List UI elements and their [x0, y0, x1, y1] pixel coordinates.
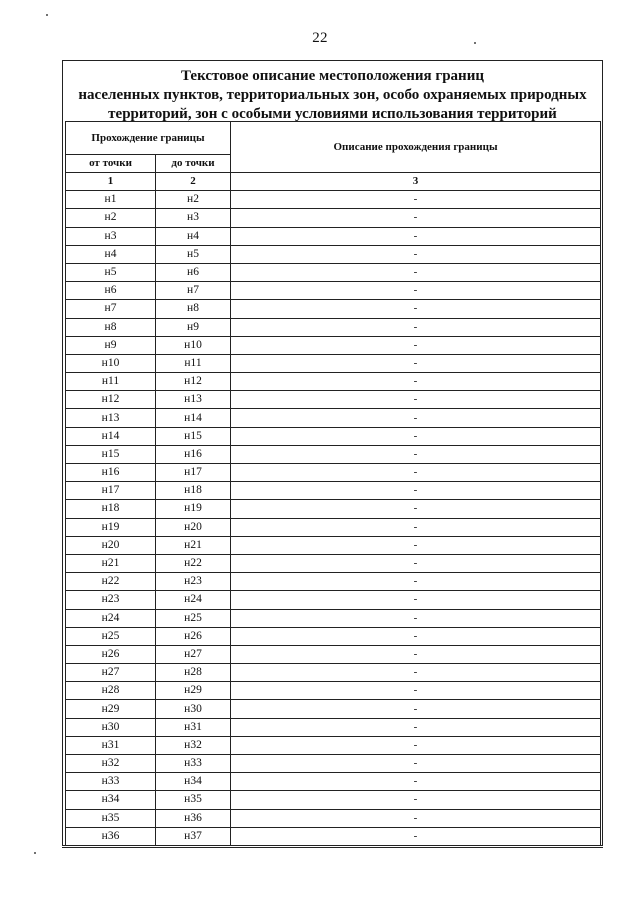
- cell-description: -: [231, 591, 601, 609]
- table-row: [66, 282, 601, 300]
- header-to-point: до точки: [156, 155, 231, 173]
- table-row: [66, 409, 601, 427]
- cell-description: -: [231, 227, 601, 245]
- document-title: [63, 67, 602, 124]
- cell-description: -: [231, 354, 601, 372]
- cell-description: -: [231, 627, 601, 645]
- cell-from-point: н5: [66, 263, 156, 281]
- cell-description: -: [231, 209, 601, 227]
- table-row: [66, 755, 601, 773]
- table-row: [66, 227, 601, 245]
- cell-to-point: н37: [156, 827, 231, 845]
- table-row: [66, 645, 601, 663]
- cell-from-point: н19: [66, 518, 156, 536]
- cell-description: -: [231, 573, 601, 591]
- cell-description: -: [231, 736, 601, 754]
- boundary-table: [65, 121, 601, 846]
- table-row: [66, 445, 601, 463]
- cell-to-point: н34: [156, 773, 231, 791]
- cell-to-point: н14: [156, 409, 231, 427]
- cell-from-point: н12: [66, 391, 156, 409]
- cell-to-point: н6: [156, 263, 231, 281]
- cell-description: -: [231, 500, 601, 518]
- cell-to-point: н5: [156, 245, 231, 263]
- cell-from-point: н6: [66, 282, 156, 300]
- cell-description: -: [231, 755, 601, 773]
- table-row: [66, 791, 601, 809]
- page-number: 22: [312, 30, 328, 46]
- column-number: 2: [156, 173, 231, 191]
- header-boundary-passage: Прохождение границы: [66, 122, 231, 155]
- cell-to-point: н18: [156, 482, 231, 500]
- cell-to-point: н17: [156, 464, 231, 482]
- column-number: 3: [231, 173, 601, 191]
- header-row: [66, 122, 601, 155]
- cell-description: -: [231, 263, 601, 281]
- table-row: [66, 354, 601, 372]
- table-row: [66, 318, 601, 336]
- cell-from-point: н21: [66, 554, 156, 572]
- cell-to-point: н33: [156, 755, 231, 773]
- table-row: [66, 300, 601, 318]
- cell-from-point: н26: [66, 645, 156, 663]
- cell-description: -: [231, 554, 601, 572]
- cell-description: -: [231, 300, 601, 318]
- cell-from-point: н14: [66, 427, 156, 445]
- table-row: [66, 464, 601, 482]
- cell-from-point: н30: [66, 718, 156, 736]
- table-row: [66, 263, 601, 281]
- cell-from-point: н8: [66, 318, 156, 336]
- cell-from-point: н20: [66, 536, 156, 554]
- table-row: [66, 664, 601, 682]
- cell-description: -: [231, 718, 601, 736]
- header-boundary-description: Описание прохождения границы: [231, 122, 601, 173]
- cell-description: -: [231, 700, 601, 718]
- cell-to-point: н24: [156, 591, 231, 609]
- cell-from-point: н25: [66, 627, 156, 645]
- cell-from-point: н29: [66, 700, 156, 718]
- cell-from-point: н27: [66, 664, 156, 682]
- table-row: [66, 373, 601, 391]
- cell-description: -: [231, 791, 601, 809]
- cell-to-point: н23: [156, 573, 231, 591]
- cell-description: -: [231, 464, 601, 482]
- cell-description: -: [231, 827, 601, 845]
- table-row: [66, 591, 601, 609]
- cell-from-point: н33: [66, 773, 156, 791]
- cell-to-point: н10: [156, 336, 231, 354]
- table-body: [66, 191, 601, 846]
- cell-to-point: н20: [156, 518, 231, 536]
- cell-to-point: н2: [156, 191, 231, 209]
- document-frame: [62, 60, 603, 846]
- table-row: [66, 609, 601, 627]
- cell-to-point: н8: [156, 300, 231, 318]
- cell-to-point: н25: [156, 609, 231, 627]
- cell-to-point: н16: [156, 445, 231, 463]
- cell-to-point: н30: [156, 700, 231, 718]
- cell-description: -: [231, 645, 601, 663]
- cell-to-point: н11: [156, 354, 231, 372]
- cell-description: -: [231, 682, 601, 700]
- cell-description: -: [231, 245, 601, 263]
- table-row: [66, 682, 601, 700]
- cell-from-point: н2: [66, 209, 156, 227]
- title-line: территорий, зон с особыми условиями использования территорий: [108, 106, 557, 122]
- cell-description: -: [231, 373, 601, 391]
- cell-description: -: [231, 445, 601, 463]
- cell-to-point: н22: [156, 554, 231, 572]
- cell-description: -: [231, 409, 601, 427]
- table-row: [66, 700, 601, 718]
- cell-from-point: н23: [66, 591, 156, 609]
- cell-description: -: [231, 191, 601, 209]
- table-row: [66, 500, 601, 518]
- cell-to-point: н32: [156, 736, 231, 754]
- cell-description: -: [231, 536, 601, 554]
- cell-from-point: н18: [66, 500, 156, 518]
- cell-description: -: [231, 427, 601, 445]
- table-row: [66, 536, 601, 554]
- table-row: [66, 554, 601, 572]
- table-row: [66, 336, 601, 354]
- table-row: [66, 827, 601, 845]
- cell-from-point: н35: [66, 809, 156, 827]
- table-row: [66, 391, 601, 409]
- cell-description: -: [231, 282, 601, 300]
- cell-from-point: н32: [66, 755, 156, 773]
- cell-description: -: [231, 773, 601, 791]
- cell-from-point: н3: [66, 227, 156, 245]
- table-row: [66, 191, 601, 209]
- cell-to-point: н7: [156, 282, 231, 300]
- table-row: [66, 209, 601, 227]
- cell-from-point: н11: [66, 373, 156, 391]
- cell-to-point: н15: [156, 427, 231, 445]
- cell-to-point: н12: [156, 373, 231, 391]
- column-number: 1: [66, 173, 156, 191]
- cell-description: -: [231, 318, 601, 336]
- table-row: [66, 736, 601, 754]
- table-row: [66, 809, 601, 827]
- cell-from-point: н4: [66, 245, 156, 263]
- title-line: населенных пунктов, территориальных зон, особо охраняемых природных: [78, 87, 587, 103]
- table-row: [66, 718, 601, 736]
- title-line: Текстовое описание местоположения границ: [181, 68, 484, 84]
- cell-from-point: н7: [66, 300, 156, 318]
- table-row: [66, 482, 601, 500]
- table-row: [66, 773, 601, 791]
- column-number-row: [66, 173, 601, 191]
- cell-description: -: [231, 336, 601, 354]
- cell-from-point: н34: [66, 791, 156, 809]
- cell-to-point: н13: [156, 391, 231, 409]
- header-from-point: от точки: [66, 155, 156, 173]
- table-row: [66, 245, 601, 263]
- table-row: [66, 427, 601, 445]
- cell-to-point: н3: [156, 209, 231, 227]
- cell-to-point: н28: [156, 664, 231, 682]
- cell-description: -: [231, 664, 601, 682]
- cell-from-point: н1: [66, 191, 156, 209]
- cell-to-point: н4: [156, 227, 231, 245]
- cell-from-point: н13: [66, 409, 156, 427]
- cell-to-point: н29: [156, 682, 231, 700]
- cell-from-point: н28: [66, 682, 156, 700]
- cell-from-point: н31: [66, 736, 156, 754]
- cell-from-point: н15: [66, 445, 156, 463]
- cell-to-point: н27: [156, 645, 231, 663]
- cell-from-point: н9: [66, 336, 156, 354]
- table-row: [66, 573, 601, 591]
- cell-from-point: н22: [66, 573, 156, 591]
- cell-to-point: н36: [156, 809, 231, 827]
- cell-description: -: [231, 482, 601, 500]
- scan-speck: [34, 852, 36, 854]
- cell-description: -: [231, 518, 601, 536]
- cell-description: -: [231, 809, 601, 827]
- scan-speck: [46, 14, 48, 16]
- cell-description: -: [231, 609, 601, 627]
- cell-from-point: н36: [66, 827, 156, 845]
- cell-from-point: н16: [66, 464, 156, 482]
- cell-to-point: н9: [156, 318, 231, 336]
- table-row: [66, 518, 601, 536]
- cell-to-point: н31: [156, 718, 231, 736]
- frame-double-line: [62, 847, 603, 850]
- cell-to-point: н35: [156, 791, 231, 809]
- cell-to-point: н26: [156, 627, 231, 645]
- cell-to-point: н21: [156, 536, 231, 554]
- cell-description: -: [231, 391, 601, 409]
- table-row: [66, 627, 601, 645]
- cell-from-point: н17: [66, 482, 156, 500]
- cell-from-point: н24: [66, 609, 156, 627]
- cell-from-point: н10: [66, 354, 156, 372]
- cell-to-point: н19: [156, 500, 231, 518]
